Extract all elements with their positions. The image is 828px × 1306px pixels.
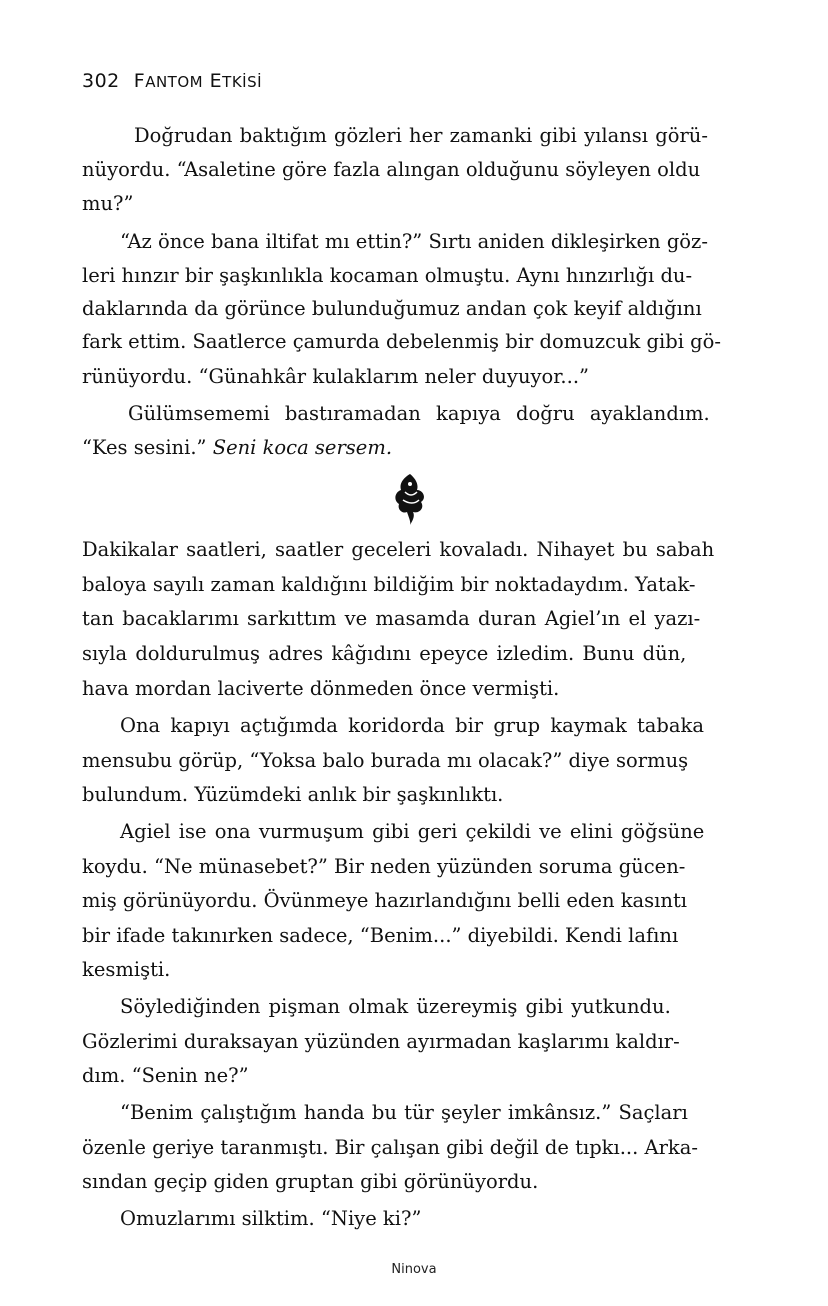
text-line: sından geçip giden gruptan gibi görünüyordu. (82, 1170, 539, 1193)
text-line: kesmişti. (82, 958, 171, 981)
text-line: Dakikalar saatleri, saatler geceleri kovaladı. Nihayet bu sabah (82, 538, 715, 561)
text-line: daklarında da görünce bulunduğumuz andan çok keyif aldığını (82, 297, 702, 320)
text-line: nüyordu. “Asaletine göre fazla alıngan olduğunu söyleyen oldu (82, 158, 701, 181)
text-line: Gözlerimi duraksayan yüzünden ayırmadan kaşlarımı kaldır- (82, 1030, 680, 1053)
text-line: mu?” (82, 192, 134, 215)
text-line: Ona kapıyı açtığımda koridorda bir grup kaymak tabaka (120, 714, 704, 737)
text-line: özenle geriye taranmıştı. Bir çalışan gibi değil de tıpkı... Arka- (82, 1136, 698, 1159)
text-line: Söylediğinden pişman olmak üzereymiş gibi yutkundu. (120, 995, 671, 1018)
text-line: bulundum. Yüzümdeki anlık bir şaşkınlıktı. (82, 783, 504, 806)
text-line: sıyla doldurulmuş adres kâğıdını epeyce izledim. Bunu dün, (82, 642, 687, 665)
text-line: baloya sayılı zaman kaldığını bildiğim bir noktadaydım. Yatak- (82, 573, 696, 596)
text-line: “Az önce bana iltifat mı ettin?” Sırtı aniden dikleşirken göz- (120, 230, 708, 253)
text-line: leri hınzır bir şaşkınlıkla kocaman olmuştu. Aynı hınzırlığı du- (82, 264, 693, 287)
title-rest-1: ANTOM (145, 73, 204, 91)
text-line-last (82, 438, 392, 458)
text-line: Agiel ise ona vurmuşum gibi geri çekildi ve elini göğsüne (120, 820, 705, 843)
text-line: bir ifade takınırken sadece, “Benim...” diyebildi. Kendi lafını (82, 924, 679, 947)
text-line: “Benim çalıştığım handa bu tür şeyler imkânsız.” Saçları (120, 1101, 688, 1124)
title-initial-1: F (133, 70, 146, 92)
publisher-footer: Ninova (391, 1262, 437, 1277)
text-line: hava mordan laciverte dönmeden önce vermişti. (82, 677, 560, 700)
title-rest-2: TKİSİ (222, 73, 263, 91)
title-initial-2: E (209, 70, 223, 92)
text-line: koydu. “Ne münasebet?” Bir neden yüzünden soruma gücen- (82, 855, 686, 878)
quote-text: “Kes sesini.” (82, 436, 213, 459)
text-line: dım. “Senin ne?” (82, 1064, 249, 1087)
page-number: 302 (82, 70, 120, 92)
text-line: fark ettim. Saatlerce çamurda debelenmiş bir domuzcuk gibi gö- (82, 330, 721, 353)
text-line: rünüyordu. “Günahkâr kulaklarım neler duyuyor...” (82, 365, 589, 388)
text-line: Gülümsememi bastıramadan kapıya doğru ayaklandım. (128, 402, 710, 425)
text-line: Doğrudan baktığım gözleri her zamanki gibi yılansı görü- (134, 124, 708, 147)
running-header (82, 70, 262, 92)
text-line: tan bacaklarımı sarkıttım ve masamda duran Agiel’ın el yazı- (82, 607, 701, 630)
text-line: miş görünüyordu. Övünmeye hazırlandığını belli eden kasıntı (82, 889, 688, 912)
text-line: mensubu görüp, “Yoksa balo burada mı olacak?” diye sormuş (82, 749, 689, 772)
section-break-ornament-icon (385, 470, 435, 526)
text-line: Omuzlarımı silktim. “Niye ki?” (120, 1207, 422, 1230)
italic-thought: Seni koca sersem. (212, 436, 393, 459)
